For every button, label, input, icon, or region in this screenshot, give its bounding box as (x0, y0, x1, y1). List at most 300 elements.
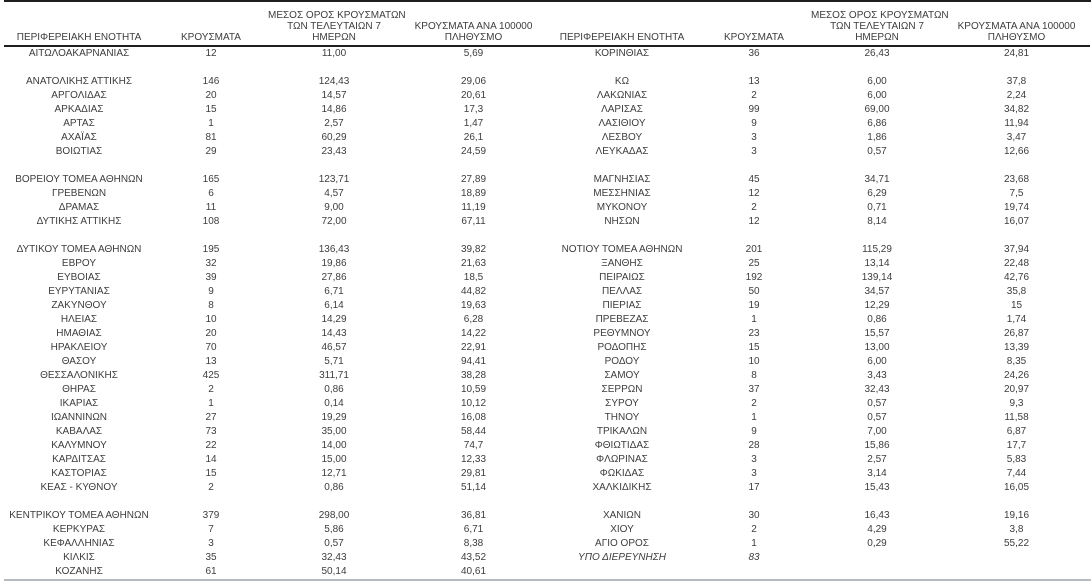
avg7-cell: 0,57 (867, 412, 887, 423)
spacer-row (547, 229, 1090, 243)
region-cell: ΘΗΡΑΣ (62, 384, 96, 395)
avg7-cell: 7,00 (867, 426, 887, 437)
cases-cell: 1 (751, 412, 757, 423)
region-cell (4, 61, 154, 75)
cases-cell: 1 (208, 118, 214, 129)
avg7-cell: 15,43 (864, 482, 890, 493)
per100k-cell: 17,7 (1006, 440, 1027, 451)
region-cell: ΚΩ (614, 76, 630, 87)
table-row (4, 509, 547, 523)
region-cell (4, 159, 154, 173)
cases-cell: 9 (751, 426, 757, 437)
cases-cell: 2 (208, 384, 214, 395)
per100k-cell: 29,81 (460, 468, 487, 479)
cases-cell: 425 (202, 370, 220, 381)
avg7-cell: 139,14 (861, 272, 893, 283)
region-cell: ΕΥΒΟΙΑΣ (57, 272, 101, 283)
region-cell: ΜΕΣΣΗΝΙΑΣ (593, 188, 651, 199)
per100k-cell: 51,14 (460, 482, 487, 493)
per100k-cell (400, 495, 547, 509)
cases-cell: 14 (205, 454, 217, 465)
per100k-cell: 24,26 (1003, 370, 1030, 381)
avg7-cell: 3,43 (867, 370, 887, 381)
table-row (4, 313, 547, 327)
cases-cell: 32 (205, 258, 217, 269)
table-row (547, 173, 1090, 187)
cases-cell: 13 (205, 356, 217, 367)
avg7-cell: 8,14 (867, 216, 887, 227)
region-cell: ΡΟΔΟΠΗΣ (597, 342, 647, 353)
region-cell: ΣΕΡΡΩΝ (601, 384, 643, 395)
cases-cell: 20 (205, 90, 217, 101)
per100k-cell: 38,28 (460, 370, 487, 381)
spacer-row (547, 159, 1090, 173)
spacer-row (4, 495, 547, 509)
per100k-cell: 6,28 (463, 314, 484, 325)
cases-cell: 20 (205, 328, 217, 339)
avg7-cell: 32,43 (864, 384, 890, 395)
region-cell: ΛΑΚΩΝΙΑΣ (596, 90, 648, 101)
table-row (4, 565, 547, 579)
avg7-cell: 11,00 (321, 48, 347, 59)
region-cell: ΙΩΑΝΝΙΝΩΝ (50, 412, 108, 423)
col-header-cases-label: ΚΡΟΥΣΜΑΤΑ (181, 32, 241, 43)
per100k-cell: 74,7 (463, 440, 484, 451)
region-cell: ΚΑΒΑΛΑΣ (55, 426, 103, 437)
table-row (547, 131, 1090, 145)
avg7-cell: 5,71 (324, 356, 344, 367)
per100k-cell: 18,89 (460, 188, 487, 199)
spacer-row (4, 61, 547, 75)
cases-cell: 17 (748, 482, 760, 493)
cases-cell: 15 (748, 342, 760, 353)
cases-cell: 1 (208, 398, 214, 409)
region-cell: ΙΚΑΡΙΑΣ (59, 398, 99, 409)
cases-cell (154, 229, 268, 243)
cases-cell: 146 (202, 76, 220, 87)
avg7-cell: 1,86 (867, 132, 887, 143)
per100k-cell: 43,52 (460, 552, 487, 563)
table-row (4, 187, 547, 201)
avg7-cell: 4,29 (867, 524, 887, 535)
table-row (547, 537, 1090, 551)
region-cell: ΔΥΤΙΚΟΥ ΤΟΜΕΑ ΑΘΗΝΩΝ (16, 244, 142, 255)
region-cell: ΚΕΝΤΡΙΚΟΥ ΤΟΜΕΑ ΑΘΗΝΩΝ (9, 510, 149, 521)
cases-cell: 8 (208, 300, 214, 311)
table-row (4, 46, 547, 61)
table-row (547, 551, 1090, 565)
cases-cell: 2 (751, 398, 757, 409)
avg7-cell: 14,29 (321, 314, 347, 325)
per100k-cell: 37,8 (1006, 76, 1027, 87)
table-row (4, 383, 547, 397)
cases-cell: 12 (748, 216, 760, 227)
cases-cell: 1 (751, 538, 757, 549)
region-cell: ΚΟΡΙΝΘΙΑΣ (594, 48, 650, 59)
avg7-cell: 69,00 (864, 104, 890, 115)
table-row (547, 271, 1090, 285)
per100k-cell: 1,74 (1006, 314, 1027, 325)
per100k-cell: 19,74 (1003, 202, 1030, 213)
region-cell: ΗΛΕΙΑΣ (60, 314, 98, 325)
avg7-cell: 14,00 (321, 440, 347, 451)
cases-cell: 165 (202, 174, 220, 185)
table-row (547, 467, 1090, 481)
region-cell: ΘΑΣΟΥ (61, 356, 97, 367)
cases-cell: 25 (748, 258, 760, 269)
table-row (547, 46, 1090, 61)
per100k-cell: 44,82 (460, 286, 487, 297)
col-header-cases (154, 2, 268, 46)
per100k-cell: 27,89 (460, 174, 487, 185)
spacer-row (4, 159, 547, 173)
cases-cell: 23 (748, 328, 760, 339)
avg7-cell (811, 159, 943, 173)
avg7-cell: 19,29 (321, 412, 347, 423)
table-row (547, 341, 1090, 355)
per100k-cell: 23,68 (1003, 174, 1030, 185)
cases-cell: 36 (748, 48, 760, 59)
avg7-cell: 0,86 (867, 314, 887, 325)
table-row (4, 257, 547, 271)
region-cell: ΑΧΑΪΑΣ (61, 132, 97, 143)
per100k-cell: 6,71 (463, 524, 484, 535)
avg7-cell: 32,43 (321, 552, 347, 563)
avg7-cell: 0,71 (867, 202, 887, 213)
cases-cell: 2 (751, 202, 757, 213)
per100k-cell (943, 495, 1090, 509)
cases-cell: 12 (205, 48, 217, 59)
region-cell (4, 495, 154, 509)
per100k-cell: 55,22 (1003, 538, 1030, 549)
avg7-cell: 6,00 (867, 356, 887, 367)
region-cell: ΗΜΑΘΙΑΣ (56, 328, 102, 339)
region-cell: ΚΕΡΚΥΡΑΣ (52, 524, 106, 535)
region-cell: ΜΑΓΝΗΣΙΑΣ (593, 174, 651, 185)
col-header-per100k: ΚΡΟΥΣΜΑΤΑ ΑΝΑ 100000 ΠΛΗΘΥΣΜΟ (943, 2, 1090, 46)
cases-cell (697, 61, 811, 75)
avg7-cell: 2,57 (324, 118, 344, 129)
region-cell: ΧΑΛΚΙΔΙΚΗΣ (592, 482, 652, 493)
table-row (4, 467, 547, 481)
avg7-cell: 34,71 (864, 174, 890, 185)
avg7-cell: 6,00 (867, 76, 887, 87)
cases-cell: 3 (208, 538, 214, 549)
cases-cell: 29 (205, 146, 217, 157)
cases-cell: 37 (748, 384, 760, 395)
region-cell: ΧΙΟΥ (610, 524, 634, 535)
table-row (4, 481, 547, 495)
table-row (547, 187, 1090, 201)
per100k-cell: 1,47 (463, 118, 484, 129)
cases-cell: 50 (748, 286, 760, 297)
avg7-cell: 27,86 (321, 272, 347, 283)
cases-cell: 9 (208, 286, 214, 297)
per100k-cell (943, 551, 1090, 565)
avg7-cell (268, 159, 400, 173)
cases-cell: 99 (748, 104, 760, 115)
table-row (547, 215, 1090, 229)
region-cell: ΛΕΣΒΟΥ (601, 132, 643, 143)
cases-cell: 2 (751, 524, 757, 535)
table-row (547, 369, 1090, 383)
per100k-cell: 10,12 (460, 398, 487, 409)
per100k-cell: 36,81 (460, 510, 487, 521)
per100k-cell: 29,06 (460, 76, 487, 87)
avg7-cell: 298,00 (318, 510, 350, 521)
avg7-cell: 14,57 (321, 90, 347, 101)
table-row (547, 299, 1090, 313)
table-row (4, 453, 547, 467)
per100k-cell (943, 61, 1090, 75)
table-row (547, 89, 1090, 103)
spacer-row (4, 229, 547, 243)
table-row (4, 439, 547, 453)
cases-cell: 9 (751, 118, 757, 129)
table-row (4, 285, 547, 299)
region-cell: ΚΑΡΔΙΤΣΑΣ (52, 454, 106, 465)
avg7-cell (811, 229, 943, 243)
cases-cell: 1 (751, 314, 757, 325)
table-row (4, 271, 547, 285)
avg7-cell: 6,86 (867, 118, 887, 129)
col-header-cases-label: ΚΡΟΥΣΜΑΤΑ (724, 32, 784, 43)
region-cell: ΡΕΘΥΜΝΟΥ (593, 328, 651, 339)
table-row (547, 103, 1090, 117)
region-cell: ΜΥΚΟΝΟΥ (596, 202, 648, 213)
per100k-cell: 34,82 (1003, 104, 1030, 115)
table-row (4, 411, 547, 425)
per100k-cell: 13,39 (1003, 342, 1030, 353)
cases-cell (154, 495, 268, 509)
table-row (547, 201, 1090, 215)
cases-cell: 13 (748, 76, 760, 87)
cases-cell: 10 (205, 314, 217, 325)
per100k-cell: 14,22 (460, 328, 487, 339)
avg7-cell: 15,00 (321, 454, 347, 465)
cases-cell: 11 (205, 202, 217, 213)
table-row (547, 439, 1090, 453)
avg7-cell: 72,00 (321, 216, 347, 227)
avg7-cell: 0,86 (324, 384, 344, 395)
region-cell: ΡΟΔΟΥ (604, 356, 640, 367)
region-cell: ΑΡΓΟΛΙΔΑΣ (51, 90, 107, 101)
region-cell (547, 159, 697, 173)
region-cell: ΠΕΙΡΑΙΩΣ (599, 272, 645, 283)
region-cell: ΚΕΑΣ - ΚΥΘΝΟΥ (40, 482, 118, 493)
region-cell: ΣΑΜΟΥ (604, 370, 640, 381)
cases-cell (154, 159, 268, 173)
cases-cell: 83 (748, 552, 760, 563)
cases-cell: 6 (208, 188, 214, 199)
avg7-cell (811, 565, 943, 579)
avg7-cell: 6,29 (867, 188, 887, 199)
region-cell: ΑΡΤΑΣ (63, 118, 95, 129)
per100k-cell: 22,91 (460, 342, 487, 353)
per100k-cell (400, 229, 547, 243)
per100k-cell: 35,8 (1006, 286, 1027, 297)
per100k-cell: 5,69 (463, 48, 484, 59)
avg7-cell: 311,71 (319, 370, 349, 381)
avg7-cell: 15,57 (864, 328, 890, 339)
cases-cell: 195 (202, 244, 220, 255)
region-cell (547, 61, 697, 75)
per100k-cell: 16,07 (1003, 216, 1030, 227)
cases-cell: 10 (748, 356, 760, 367)
avg7-cell: 115,29 (862, 244, 892, 255)
cases-cell (697, 159, 811, 173)
cases-cell: 15 (205, 468, 217, 479)
region-cell: ΦΘΙΩΤΙΔΑΣ (594, 440, 650, 451)
avg7-cell (268, 61, 400, 75)
cases-cell: 45 (748, 174, 760, 185)
table-row (547, 411, 1090, 425)
cases-cell: 201 (745, 244, 763, 255)
region-cell: ΒΟΡΕΙΟΥ ΤΟΜΕΑ ΑΘΗΝΩΝ (15, 174, 143, 185)
cases-cell: 15 (205, 104, 217, 115)
table-row (547, 257, 1090, 271)
region-cell: ΔΥΤΙΚΗΣ ΑΤΤΙΚΗΣ (36, 216, 122, 227)
per100k-cell: 8,38 (463, 538, 484, 549)
avg7-cell: 35,00 (321, 426, 347, 437)
region-cell: ΤΡΙΚΑΛΩΝ (596, 426, 648, 437)
avg7-cell: 0,57 (324, 538, 344, 549)
table-row (547, 453, 1090, 467)
cases-cell: 3 (751, 468, 757, 479)
avg7-cell (811, 495, 943, 509)
per100k-cell: 17,3 (463, 104, 484, 115)
avg7-cell: 123,71 (318, 174, 350, 185)
cases-cell: 3 (751, 454, 757, 465)
region-cell: ΞΑΝΘΗΣ (601, 258, 643, 269)
table-row (547, 509, 1090, 523)
region-cell: ΚΑΣΤΟΡΙΑΣ (51, 468, 107, 479)
region-cell: ΝΗΣΩΝ (604, 216, 640, 227)
table-row (4, 299, 547, 313)
avg7-cell: 0,57 (867, 398, 887, 409)
cases-cell (697, 565, 811, 579)
table-row (4, 355, 547, 369)
table-row (547, 397, 1090, 411)
avg7-cell: 14,86 (321, 104, 347, 115)
region-cell (4, 229, 154, 243)
per100k-cell: 20,61 (460, 90, 487, 101)
spacer-row (547, 495, 1090, 509)
region-cell: ΓΡΕΒΕΝΩΝ (51, 188, 107, 199)
avg7-cell: 60,29 (321, 132, 347, 143)
avg7-cell: 4,57 (324, 188, 344, 199)
avg7-cell: 6,00 (867, 90, 887, 101)
col-header-region (547, 2, 697, 46)
regional-table-left (4, 2, 547, 579)
table-row (547, 523, 1090, 537)
region-cell: ΔΡΑΜΑΣ (58, 202, 100, 213)
per100k-cell (400, 61, 547, 75)
cases-cell: 73 (205, 426, 217, 437)
avg7-cell: 34,57 (864, 286, 890, 297)
avg7-cell: 0,86 (324, 482, 344, 493)
table-row (4, 523, 547, 537)
table-row (547, 117, 1090, 131)
avg7-cell (811, 61, 943, 75)
avg7-cell: 3,14 (867, 468, 887, 479)
col-header-region-label: ΠΕΡΙΦΕΡΕΙΑΚΗ ΕΝΟΤΗΤΑ (16, 32, 142, 43)
cases-cell: 28 (748, 440, 760, 451)
table-row (547, 383, 1090, 397)
table-row (547, 145, 1090, 159)
region-cell: ΚΑΛΥΜΝΟΥ (51, 440, 107, 451)
per100k-cell (943, 565, 1090, 579)
region-cell: ΑΝΑΤΟΛΙΚΗΣ ΑΤΤΙΚΗΣ (25, 76, 133, 87)
table-row (547, 425, 1090, 439)
avg7-cell: 6,71 (324, 286, 344, 297)
region-cell: ΒΟΙΩΤΙΑΣ (55, 146, 103, 157)
per100k-cell: 5,83 (1006, 454, 1027, 465)
per100k-cell: 11,58 (1004, 412, 1029, 423)
per100k-cell: 12,33 (460, 454, 487, 465)
per100k-cell (400, 159, 547, 173)
per100k-cell: 11,94 (1004, 118, 1029, 129)
avg7-cell: 12,71 (321, 468, 347, 479)
table-row (547, 355, 1090, 369)
col-header-cases (697, 2, 811, 46)
table-row (4, 89, 547, 103)
table-row (4, 425, 547, 439)
per100k-cell: 21,63 (460, 258, 487, 269)
cases-cell (697, 229, 811, 243)
table-row (4, 201, 547, 215)
avg7-cell (268, 229, 400, 243)
table-row (4, 75, 547, 89)
avg7-cell: 16,43 (864, 510, 890, 521)
cases-cell: 19 (748, 300, 760, 311)
per100k-cell: 22,48 (1003, 258, 1030, 269)
region-cell: ΝΟΤΙΟΥ ΤΟΜΕΑ ΑΘΗΝΩΝ (561, 244, 683, 255)
table-row (4, 369, 547, 383)
table-row (547, 327, 1090, 341)
per100k-cell: 8,35 (1006, 356, 1027, 367)
avg7-cell: 13,14 (864, 258, 890, 269)
avg7-cell: 9,00 (324, 202, 344, 213)
avg7-cell (811, 551, 943, 565)
cases-cell: 3 (751, 132, 757, 143)
per100k-cell: 7,44 (1006, 468, 1027, 479)
avg7-cell: 124,43 (318, 76, 350, 87)
table-row (4, 131, 547, 145)
avg7-cell: 23,43 (321, 146, 347, 157)
avg7-cell: 0,29 (867, 538, 887, 549)
avg7-cell: 0,14 (324, 398, 344, 409)
per100k-cell: 40,61 (460, 566, 487, 577)
table-row (4, 173, 547, 187)
per100k-cell: 16,08 (460, 412, 487, 423)
per100k-cell: 3,47 (1006, 132, 1027, 143)
avg7-cell: 50,14 (321, 566, 347, 577)
cases-cell: 3 (751, 146, 757, 157)
cases-cell: 7 (208, 524, 214, 535)
col-header-per100k: ΚΡΟΥΣΜΑΤΑ ΑΝΑ 100000 ΠΛΗΘΥΣΜΟ (400, 2, 547, 46)
region-cell: ΚΙΛΚΙΣ (63, 552, 95, 563)
per100k-cell: 12,66 (1003, 146, 1030, 157)
col-header-region-label: ΠΕΡΙΦΕΡΕΙΑΚΗ ΕΝΟΤΗΤΑ (559, 32, 685, 43)
region-cell: ΛΑΣΙΘΙΟΥ (598, 118, 646, 129)
table-row (4, 243, 547, 257)
region-cell: ΥΠΟ ΔΙΕΡΕΥΝΗΣΗ (578, 552, 666, 563)
per100k-cell: 37,94 (1003, 244, 1030, 255)
region-cell: ΖΑΚΥΝΘΟΥ (51, 300, 107, 311)
per100k-cell: 2,24 (1006, 90, 1027, 101)
region-cell: ΦΛΩΡΙΝΑΣ (596, 454, 648, 465)
